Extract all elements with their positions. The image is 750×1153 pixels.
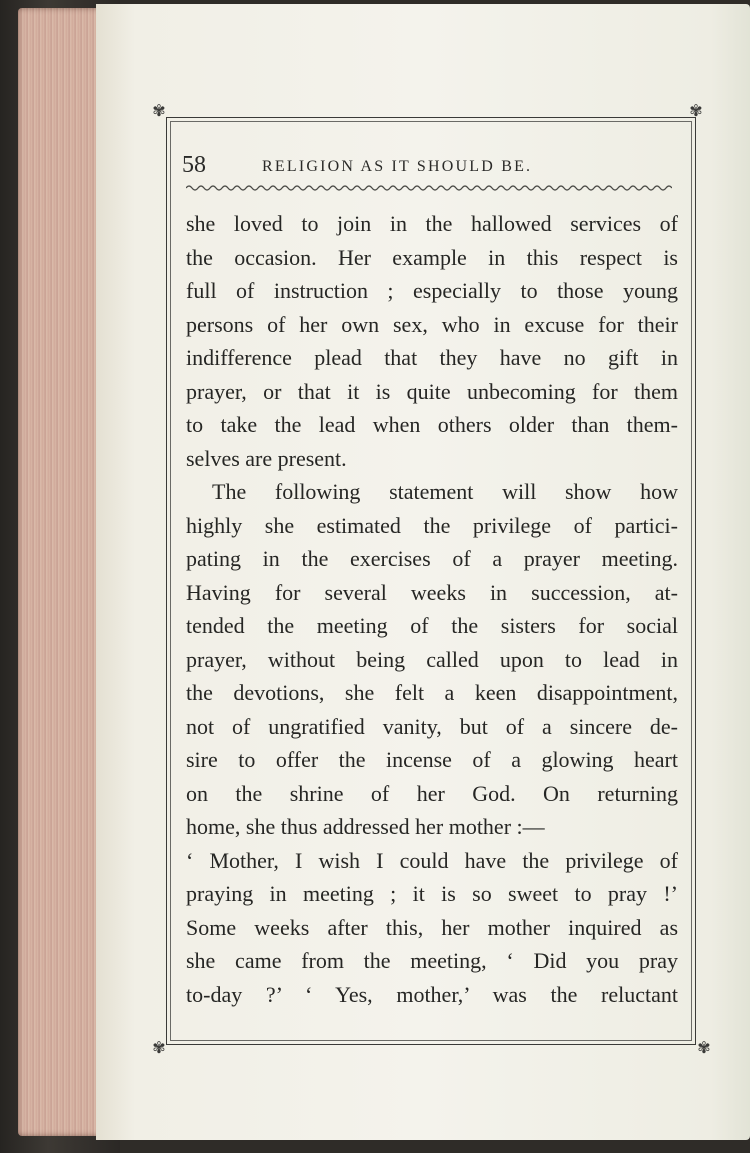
text-line: she came from the meeting, ‘ Did you pray — [186, 948, 678, 973]
wavy-rule — [186, 183, 672, 193]
text-line: The following statement will show how — [212, 479, 678, 504]
text-line: to take the lead when others older than them- — [186, 412, 678, 437]
text-line: Some weeks after this, her mother inquired as — [186, 914, 678, 940]
text-line: full of instruction ; especially to those young — [186, 278, 678, 303]
text-line: to-day ?’ ‘ Yes, mother,’ was the reluctant — [186, 981, 678, 1007]
text-line: she loved to join in the hallowed services of — [186, 211, 678, 236]
text-line: praying in meeting ; it is so sweet to pray !’ — [186, 881, 678, 906]
text-line: pating in the exercises of a prayer meeting. — [186, 546, 678, 571]
text-line: Having for several weeks in succession, at- — [186, 579, 678, 605]
text-line: prayer, without being called upon to lead in — [186, 646, 678, 672]
page-number: 58 — [182, 152, 206, 178]
text-line: home, she thus addressed her mother :— — [186, 814, 545, 839]
text-line: selves are present. — [186, 445, 347, 471]
text-line: ‘ Mother, I wish I could have the privilege of — [186, 847, 678, 873]
text-line: sire to offer the incense of a glowing heart — [186, 747, 678, 772]
text-line: indifference plead that they have no gift in — [186, 345, 678, 370]
text-line: prayer, or that it is quite unbecoming for them — [186, 378, 678, 404]
body-text — [186, 207, 678, 1011]
text-line: the devotions, she felt a keen disappointment, — [186, 680, 678, 705]
fleuron-corner-icon: ✾ — [697, 1040, 711, 1057]
text-line: not of ungratified vanity, but of a sincere de- — [186, 713, 678, 739]
text-line: the occasion. Her example in this respect is — [186, 244, 678, 270]
text-line: highly she estimated the privilege of partici- — [186, 512, 678, 538]
fleuron-corner-icon: ✾ — [152, 103, 166, 120]
text-line: tended the meeting of the sisters for social — [186, 613, 678, 638]
fleuron-corner-icon: ✾ — [152, 1040, 166, 1057]
text-line: persons of her own sex, who in excuse for their — [186, 311, 678, 337]
text-line: on the shrine of her God. On returning — [186, 780, 678, 806]
running-head: RELIGION AS IT SHOULD BE. — [262, 158, 533, 175]
fleuron-corner-icon: ✾ — [689, 103, 703, 120]
page-header — [182, 152, 672, 184]
